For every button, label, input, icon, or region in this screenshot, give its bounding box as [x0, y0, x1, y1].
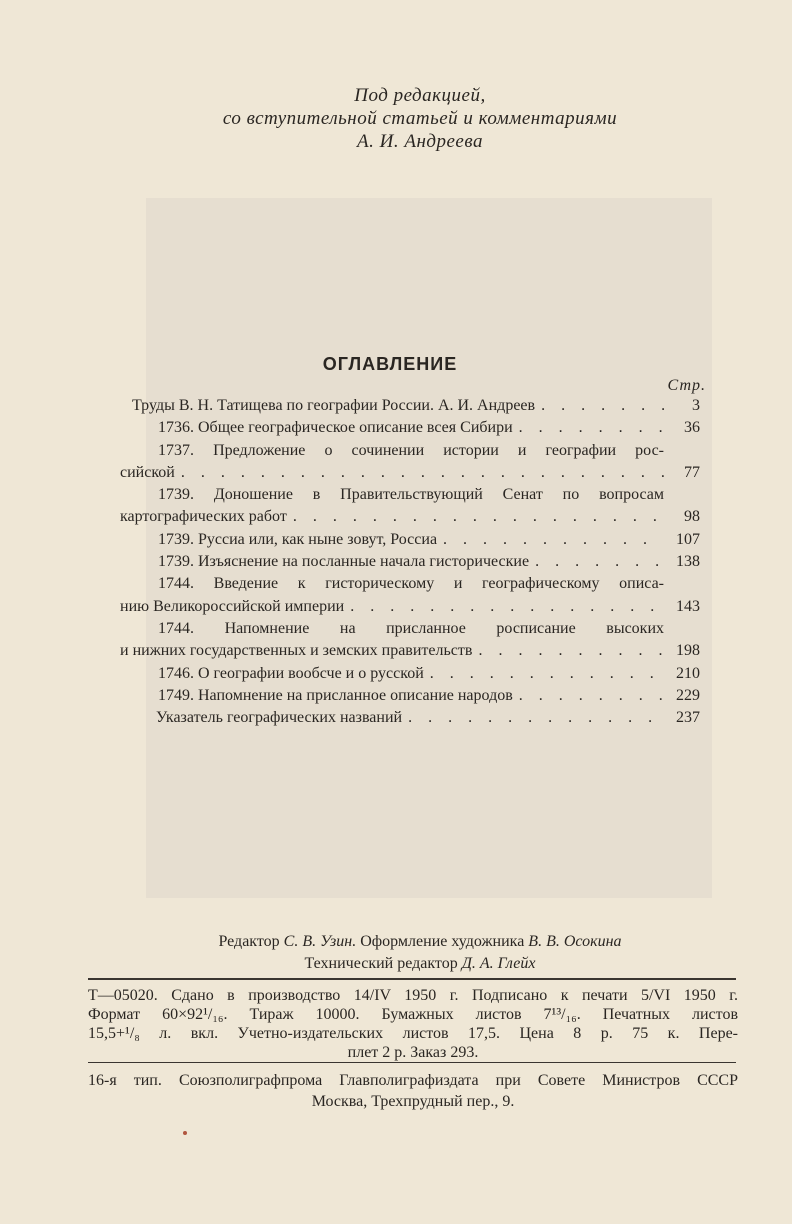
- editor-name: С. В. Узин.: [283, 933, 357, 950]
- toc-entry[interactable]: [120, 440, 700, 485]
- editorial-note: [150, 84, 690, 153]
- dot-leader: [350, 596, 664, 618]
- toc-page-number: 138: [676, 553, 700, 571]
- dot-leader: [293, 506, 664, 528]
- toc-entry-title-line: 1744. Напомнение на присланное росписание высоких: [158, 619, 664, 637]
- dot-leader: [443, 529, 664, 551]
- imprint-block: [88, 986, 738, 1062]
- editorial-line: А. И. Андреева: [357, 131, 483, 152]
- dot-leader: [541, 395, 664, 417]
- toc-entry[interactable]: [120, 663, 700, 685]
- toc-page-number: 143: [676, 597, 700, 615]
- toc-entry-title-line: 1737. Предложение о сочинении истории и географии рос-: [158, 441, 664, 459]
- toc-entry[interactable]: [120, 395, 700, 417]
- imprint-line: 15,5+¹/₈ л. вкл. Учетно-издательских листов 17,5. Цена 8 р. 75 к. Пере-: [88, 1025, 738, 1042]
- toc-entry[interactable]: [120, 573, 700, 618]
- toc-entry-title: 1739. Руссиа или, как ныне зовут, Россиа: [158, 530, 438, 548]
- dot-leader: [519, 417, 664, 439]
- page-column-label: Стр.: [667, 377, 706, 394]
- dot-leader: [181, 462, 664, 484]
- toc-page-number: 229: [676, 686, 700, 704]
- toc-entry[interactable]: [120, 484, 700, 529]
- toc-page-number: 198: [676, 642, 700, 660]
- credits-block: [110, 931, 730, 975]
- imprint-line: плет 2 р. Заказ 293.: [347, 1044, 479, 1061]
- toc-entry[interactable]: [120, 551, 700, 573]
- dot-leader: [478, 640, 664, 662]
- toc-entry-title-line: 1739. Доношение в Правительствующий Сенат по вопросам: [158, 486, 664, 504]
- divider-rule: [88, 978, 736, 980]
- toc-entry-title-line: 1744. Введение к гисторическому и географическому описа-: [158, 575, 664, 593]
- toc-entry-title: 1736. Общее географическое описание всея Сибири: [158, 419, 513, 437]
- dot-leader: [519, 685, 664, 707]
- editor-label: Редактор: [218, 933, 280, 950]
- tech-editor-label: Технический редактор: [304, 955, 458, 972]
- editorial-line: со вступительной статьей и комментариями: [222, 108, 618, 129]
- credits-line: [110, 953, 730, 975]
- toc-entry[interactable]: [120, 417, 700, 439]
- toc-entry-title: 1746. О географии вообсче и о русской: [158, 664, 424, 682]
- toc-entry[interactable]: [120, 618, 700, 663]
- divider-rule: [88, 1062, 736, 1063]
- tech-editor-name: Д. А. Глейх: [461, 955, 536, 972]
- toc-entry-title: нию Великороссийской империи: [120, 597, 345, 615]
- toc-page-number: 98: [684, 508, 700, 526]
- toc-page-number: 3: [692, 397, 700, 414]
- toc-page-number: 36: [684, 419, 700, 437]
- dot-leader: [535, 551, 664, 573]
- table-of-contents: [120, 395, 700, 729]
- toc-entry-title: картографических работ: [120, 508, 287, 526]
- imprint-line: Формат 60×92¹/₁₆. Тираж 10000. Бумажных листов 7¹³/₁₆. Печатных листов: [88, 1006, 738, 1023]
- toc-entry-title: Труды В. Н. Татищева по географии России. А. И. Андреев: [132, 397, 536, 414]
- toc-page-number: 237: [676, 709, 700, 727]
- toc-entry-title: и нижних государственных и земских правительств: [120, 642, 473, 660]
- printer-line: Москва, Трехпрудный пер., 9.: [311, 1093, 515, 1110]
- toc-entry[interactable]: [120, 529, 700, 551]
- toc-entry-title: 1749. Напомнение на присланное описание народов: [158, 686, 513, 704]
- toc-entry-title: 1739. Изъяснение на посланные начала гисторические: [158, 553, 530, 571]
- toc-page-number: 107: [676, 530, 700, 548]
- printer-line: 16-я тип. Союзполиграфпрома Главполиграфиздата при Совете Министров СССР: [88, 1072, 738, 1089]
- dot-leader: [430, 663, 664, 685]
- toc-entry[interactable]: [120, 707, 700, 729]
- toc-entry[interactable]: [120, 685, 700, 707]
- toc-page-number: 77: [684, 463, 700, 481]
- toc-page-number: 210: [676, 664, 700, 682]
- toc-entry-title: Указатель географических названий: [156, 709, 403, 727]
- credits-line: [110, 931, 730, 953]
- printer-block: [88, 1070, 738, 1112]
- design-name: В. В. Осокина: [528, 933, 622, 950]
- toc-title: ОГЛАВЛЕНИЕ: [322, 354, 458, 374]
- design-label: Оформление художника: [360, 933, 525, 950]
- toc-entry-title: сийской: [120, 463, 175, 481]
- dot-leader: [408, 707, 664, 729]
- editorial-line: Под редакцией,: [354, 85, 486, 106]
- paper-speck: [183, 1131, 187, 1135]
- imprint-line: Т—05020. Сдано в производство 14/IV 1950 г. Подписано к печати 5/VI 1950 г.: [88, 987, 738, 1004]
